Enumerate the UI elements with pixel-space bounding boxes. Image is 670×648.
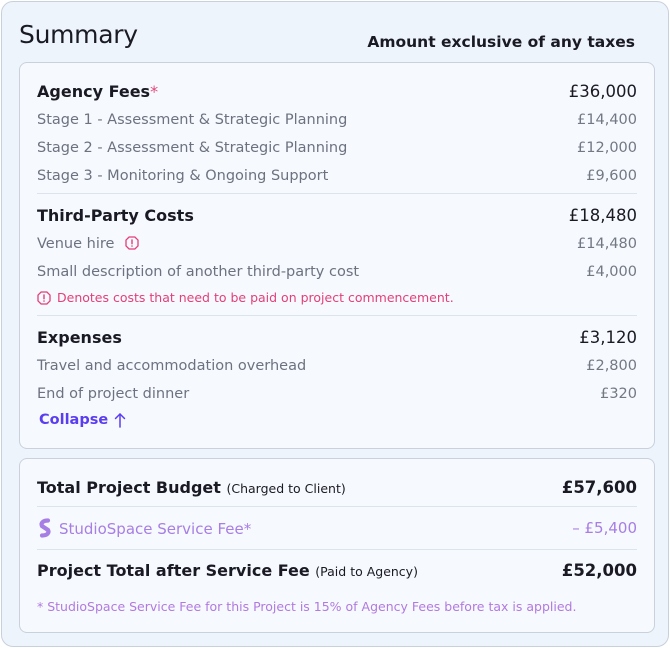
agency-fees-star: * xyxy=(150,81,159,101)
warning-icon xyxy=(125,236,139,250)
collapse-label: Collapse xyxy=(39,412,109,428)
service-fee-label: StudioSpace Service Fee* xyxy=(59,520,252,538)
item-label: Travel and accommodation overhead xyxy=(37,358,307,374)
project-total-note: (Paid to Agency) xyxy=(315,563,418,579)
agency-fees-amount: £36,000 xyxy=(568,81,637,101)
agency-fees-header xyxy=(37,78,637,104)
third-party-header xyxy=(37,202,637,228)
divider xyxy=(37,315,637,316)
list-item xyxy=(37,261,637,283)
warning-icon xyxy=(37,291,51,305)
expenses-amount: £3,120 xyxy=(579,327,637,347)
item-amount: £4,000 xyxy=(586,264,637,280)
list-item xyxy=(37,233,637,255)
divider xyxy=(37,506,637,507)
expenses-label: Expenses xyxy=(37,327,122,347)
list-item xyxy=(37,109,637,131)
list-item xyxy=(37,137,637,159)
list-item xyxy=(37,383,637,405)
total-budget-row xyxy=(37,474,637,500)
studiospace-logo-icon xyxy=(37,518,53,538)
list-item xyxy=(37,165,637,187)
item-label: Venue hire xyxy=(37,236,115,252)
summary-panel xyxy=(1,1,669,647)
total-budget-note: (Charged to Client) xyxy=(226,480,346,496)
totals-card xyxy=(19,458,655,633)
collapse-button[interactable] xyxy=(39,412,126,428)
list-item xyxy=(37,355,637,377)
total-budget-amount: £57,600 xyxy=(561,477,637,497)
item-label: Stage 1 - Assessment & Strategic Planning xyxy=(37,112,348,128)
item-amount: £14,480 xyxy=(577,236,637,252)
item-label: Stage 3 - Monitoring & Ongoing Support xyxy=(37,168,329,184)
total-budget-label: Total Project Budget xyxy=(37,477,221,497)
arrow-up-icon xyxy=(114,412,126,428)
divider xyxy=(37,193,637,194)
commencement-note xyxy=(37,290,454,305)
item-amount: £14,400 xyxy=(577,112,637,128)
item-amount: £2,800 xyxy=(586,358,637,374)
page-title: Summary xyxy=(19,20,138,49)
service-fee-amount: – £5,400 xyxy=(572,519,637,537)
third-party-label: Third-Party Costs xyxy=(37,205,194,225)
tax-note: Amount exclusive of any taxes xyxy=(367,33,635,51)
item-amount: £9,600 xyxy=(586,168,637,184)
project-total-amount: £52,000 xyxy=(561,560,637,580)
item-label: End of project dinner xyxy=(37,386,190,402)
cost-breakdown-card xyxy=(19,62,655,449)
project-total-label: Project Total after Service Fee xyxy=(37,560,310,580)
expenses-header xyxy=(37,324,637,350)
third-party-amount: £18,480 xyxy=(568,205,637,225)
item-label: Stage 2 - Assessment & Strategic Planning xyxy=(37,140,348,156)
divider xyxy=(37,549,637,550)
item-amount: £320 xyxy=(600,386,637,402)
item-label: Small description of another third-party cost xyxy=(37,264,360,280)
commencement-note-text: Denotes costs that need to be paid on project commencement. xyxy=(57,290,454,305)
project-total-row xyxy=(37,557,637,583)
service-fee-footnote: * StudioSpace Service Fee for this Project is 15% of Agency Fees before tax is applied. xyxy=(37,599,577,614)
service-fee-row xyxy=(37,515,637,541)
item-amount: £12,000 xyxy=(577,140,637,156)
agency-fees-label: Agency Fees xyxy=(37,81,151,101)
